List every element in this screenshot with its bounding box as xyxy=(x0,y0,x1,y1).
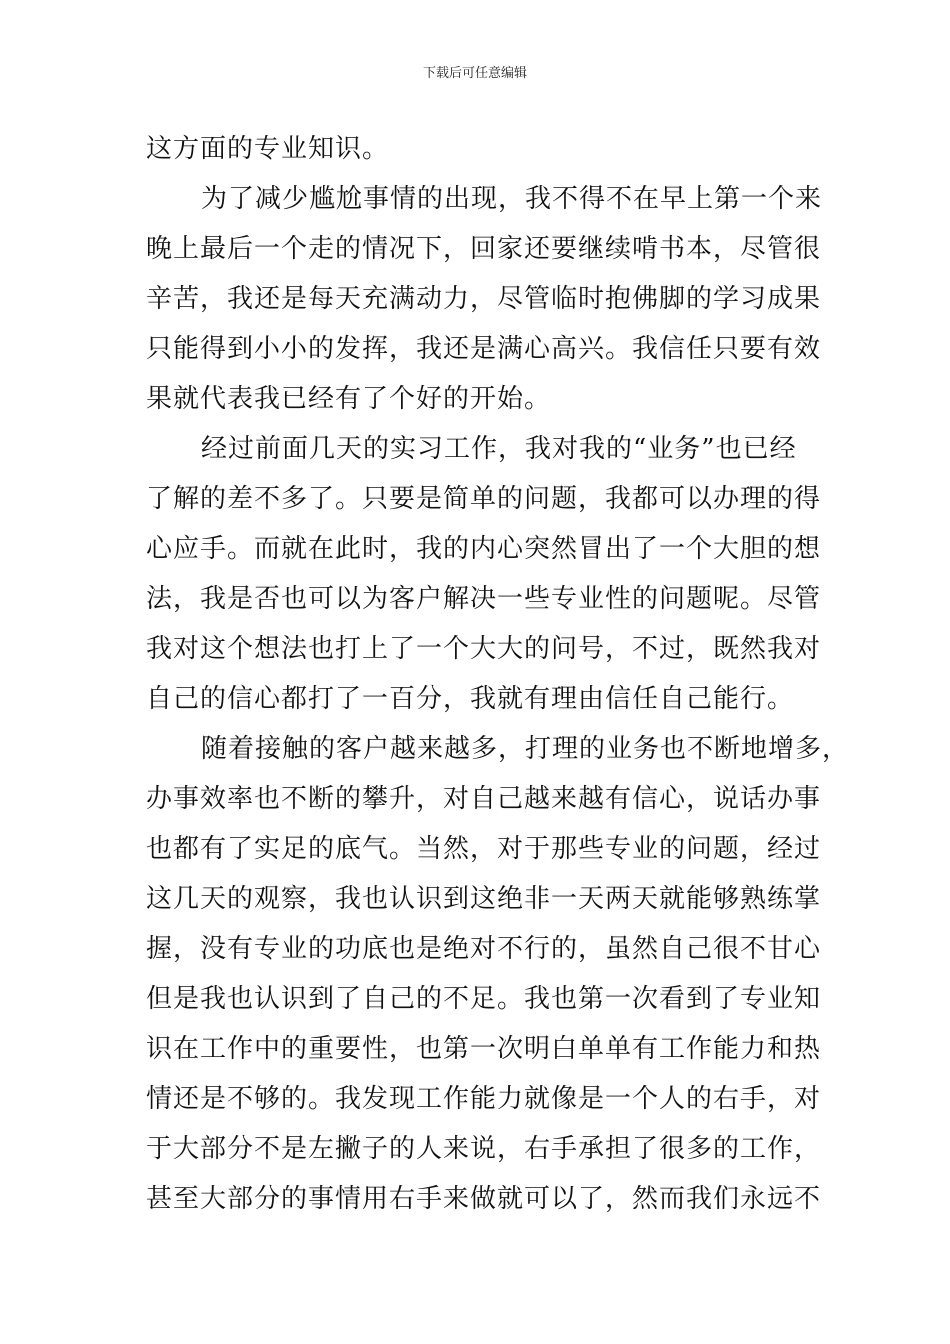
text-line: 甚至大部分的事情用右手来做就可以了，然而我们永远不 xyxy=(146,1184,822,1214)
text-line: 只能得到小小的发挥，我还是满心高兴。我信任只要有效 xyxy=(146,334,822,364)
text-line: 辛苦，我还是每天充满动力，尽管临时抱佛脚的学习成果 xyxy=(146,284,822,314)
text-line: 了解的差不多了。只要是简单的问题，我都可以办理的得 xyxy=(146,484,822,514)
text-line: 法，我是否也可以为客户解决一些专业性的问题呢。尽管 xyxy=(146,584,822,614)
text-line: 这方面的专业知识。 xyxy=(146,134,390,164)
text-line: 晚上最后一个走的情况下，回家还要继续啃书本，尽管很 xyxy=(146,234,822,264)
text-line: 果就代表我已经有了个好的开始。 xyxy=(146,384,552,414)
text-line: 心应手。而就在此时，我的内心突然冒出了一个大胆的想 xyxy=(146,534,822,564)
text-line: 这几天的观察，我也认识到这绝非一天两天就能够熟练掌 xyxy=(146,884,822,914)
text-line: 但是我也认识到了自己的不足。我也第一次看到了专业知 xyxy=(146,984,822,1014)
text-line: 识在工作中的重要性，也第一次明白单单有工作能力和热 xyxy=(146,1034,822,1064)
text-line: 自己的信心都打了一百分，我就有理由信任自己能行。 xyxy=(146,684,795,714)
text-line: 经过前面几天的实习工作，我对我的“业务”也已经 xyxy=(201,434,797,464)
text-line: 握，没有专业的功底也是绝对不行的，虽然自己很不甘心 xyxy=(146,934,822,964)
body-text xyxy=(146,124,850,1224)
text-line: 我对这个想法也打上了一个大大的问号，不过，既然我对 xyxy=(146,634,822,664)
text-line: 办事效率也不断的攀升，对自己越来越有信心，说话办事 xyxy=(146,784,822,814)
text-line: 随着接触的客户越来越多，打理的业务也不断地增多， xyxy=(201,734,850,764)
page-header: 下载后可任意编辑 xyxy=(422,66,527,81)
text-line: 情还是不够的。我发现工作能力就像是一个人的右手，对 xyxy=(146,1084,822,1114)
text-line: 为了减少尴尬事情的出现，我不得不在早上第一个来 xyxy=(201,184,823,214)
text-line: 于大部分不是左撇子的人来说，右手承担了很多的工作， xyxy=(146,1134,822,1164)
text-line: 也都有了实足的底气。当然，对于那些专业的问题，经过 xyxy=(146,834,822,864)
